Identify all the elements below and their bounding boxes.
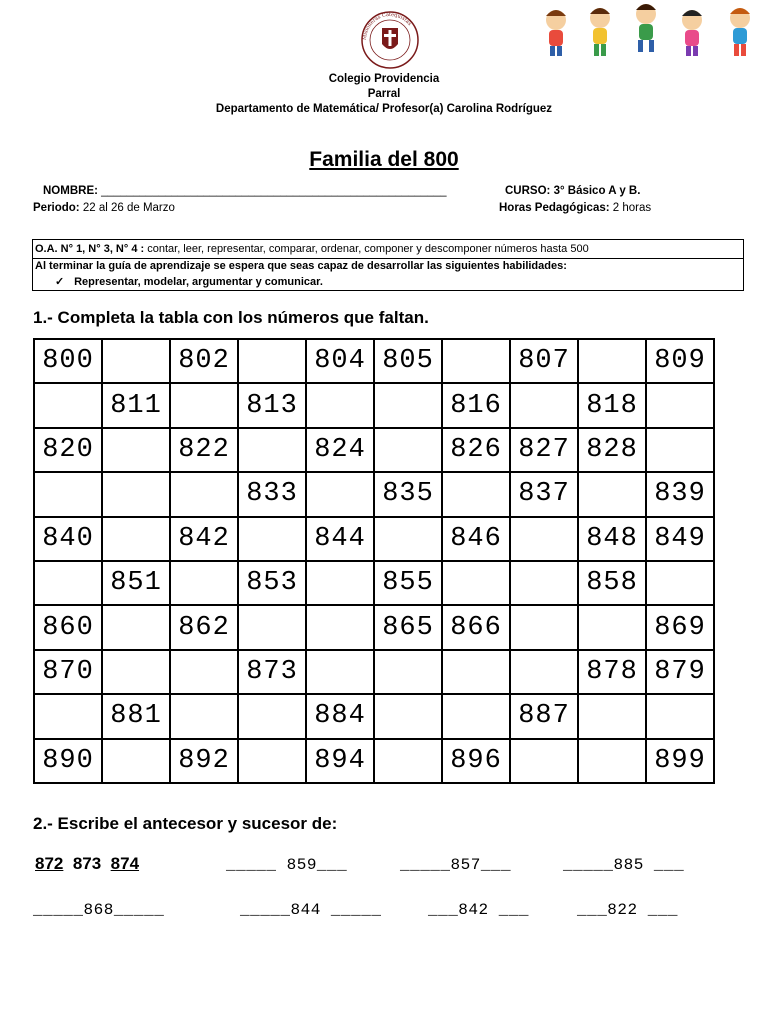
grid-cell-blank[interactable] — [170, 694, 238, 738]
grid-cell-number: 807 — [510, 339, 578, 383]
grid-cell-blank[interactable] — [442, 472, 510, 516]
grid-cell-number: 873 — [238, 650, 306, 694]
number-grid — [33, 338, 715, 784]
svg-text:Misioneras Catequistas: Misioneras Catequistas — [361, 11, 413, 41]
children-illustration — [540, 0, 768, 60]
grid-cell-number: 844 — [306, 517, 374, 561]
grid-cell-number: 862 — [170, 605, 238, 649]
section-1-heading: 1.- Completa la tabla con los números que faltan. — [33, 308, 429, 327]
grid-cell-blank[interactable] — [374, 650, 442, 694]
grid-cell-blank[interactable] — [238, 739, 306, 783]
grid-cell-blank[interactable] — [306, 383, 374, 427]
grid-cell-number: 826 — [442, 428, 510, 472]
grid-cell-blank[interactable] — [374, 428, 442, 472]
grid-cell-blank[interactable] — [306, 561, 374, 605]
grid-cell-blank[interactable] — [578, 739, 646, 783]
grid-cell-number: 800 — [34, 339, 102, 383]
grid-cell-number: 816 — [442, 383, 510, 427]
grid-cell-blank[interactable] — [306, 650, 374, 694]
grid-cell-blank[interactable] — [170, 383, 238, 427]
grid-cell-number: 881 — [102, 694, 170, 738]
grid-cell-number: 865 — [374, 605, 442, 649]
grid-cell-blank[interactable] — [374, 739, 442, 783]
grid-cell-blank[interactable] — [170, 561, 238, 605]
exercise-859[interactable]: _____ 859___ — [226, 856, 348, 874]
check-icon: ✓ — [55, 276, 65, 288]
school-city: Parral — [367, 88, 401, 100]
exercise-822[interactable]: ___822 ___ — [577, 901, 679, 919]
school-name: Colegio Providencia — [328, 73, 440, 85]
hours-label: Horas Pedagógicas: — [499, 202, 610, 214]
course-field — [505, 185, 640, 197]
grid-cell-blank[interactable] — [646, 428, 714, 472]
grid-cell-blank[interactable] — [238, 428, 306, 472]
grid-cell-number: 846 — [442, 517, 510, 561]
grid-cell-number: 866 — [442, 605, 510, 649]
objectives-line — [35, 243, 589, 255]
grid-cell-number: 818 — [578, 383, 646, 427]
grid-row — [34, 428, 714, 472]
grid-row — [34, 650, 714, 694]
grid-cell-blank[interactable] — [306, 472, 374, 516]
grid-cell-blank[interactable] — [102, 517, 170, 561]
grid-cell-blank[interactable] — [238, 517, 306, 561]
grid-cell-number: 899 — [646, 739, 714, 783]
grid-row — [34, 517, 714, 561]
grid-cell-blank[interactable] — [646, 383, 714, 427]
grid-cell-number: 894 — [306, 739, 374, 783]
grid-cell-blank[interactable] — [578, 472, 646, 516]
grid-cell-blank[interactable] — [510, 739, 578, 783]
grid-row — [34, 383, 714, 427]
grid-cell-blank[interactable] — [238, 339, 306, 383]
objectives-divider — [33, 258, 743, 259]
grid-cell-blank[interactable] — [646, 694, 714, 738]
grid-cell-blank[interactable] — [578, 339, 646, 383]
example-sequence — [35, 854, 139, 874]
title-text: Familia del 800 — [309, 148, 459, 171]
grid-cell-blank[interactable] — [102, 339, 170, 383]
grid-cell-blank[interactable] — [578, 605, 646, 649]
grid-cell-blank[interactable] — [170, 650, 238, 694]
grid-row — [34, 739, 714, 783]
grid-cell-blank[interactable] — [102, 428, 170, 472]
grid-cell-number: 896 — [442, 739, 510, 783]
school-header — [0, 72, 768, 117]
objectives-label: O.A. N° 1, N° 3, N° 4 : — [35, 243, 145, 255]
course-label: CURSO: — [505, 185, 551, 197]
worksheet-title — [0, 148, 768, 172]
grid-cell-blank[interactable] — [442, 561, 510, 605]
grid-row — [34, 472, 714, 516]
grid-cell-number: 860 — [34, 605, 102, 649]
grid-cell-blank[interactable] — [170, 472, 238, 516]
example-successor: 874 — [110, 854, 140, 873]
grid-cell-blank[interactable] — [102, 650, 170, 694]
grid-cell-number: 811 — [102, 383, 170, 427]
grid-cell-blank[interactable] — [442, 339, 510, 383]
grid-row — [34, 605, 714, 649]
grid-cell-blank[interactable] — [442, 694, 510, 738]
grid-cell-blank[interactable] — [238, 605, 306, 649]
grid-cell-number: 858 — [578, 561, 646, 605]
grid-cell-number: 848 — [578, 517, 646, 561]
grid-cell-blank[interactable] — [510, 561, 578, 605]
period-field — [33, 202, 175, 214]
exercise-842[interactable]: ___842 ___ — [428, 901, 530, 919]
grid-cell-number: 827 — [510, 428, 578, 472]
grid-cell-blank[interactable] — [578, 694, 646, 738]
grid-cell-number: 813 — [238, 383, 306, 427]
grid-cell-number: 824 — [306, 428, 374, 472]
grid-cell-number: 851 — [102, 561, 170, 605]
grid-cell-number: 849 — [646, 517, 714, 561]
grid-cell-blank[interactable] — [374, 383, 442, 427]
grid-cell-number: 809 — [646, 339, 714, 383]
grid-cell-number: 804 — [306, 339, 374, 383]
objectives-box — [32, 239, 744, 291]
objectives-text: contar, leer, representar, comparar, ordenar, componer y descomponer números hasta 500 — [147, 243, 589, 255]
skills-text: Representar, modelar, argumentar y comunicar. — [74, 276, 323, 288]
exercise-868[interactable]: _____868_____ — [33, 901, 165, 919]
period-value: 22 al 26 de Marzo — [82, 202, 175, 214]
grid-cell-number: 879 — [646, 650, 714, 694]
grid-cell-number: 870 — [34, 650, 102, 694]
example-predecessor: 872 — [35, 854, 64, 873]
grid-cell-blank[interactable] — [34, 472, 102, 516]
department-teacher: Departamento de Matemática/ Profesor(a) Carolina Rodríguez — [215, 103, 553, 115]
grid-cell-number: 892 — [170, 739, 238, 783]
hours-field — [499, 202, 651, 214]
grid-cell-blank[interactable] — [306, 605, 374, 649]
grid-cell-blank[interactable] — [102, 739, 170, 783]
grid-row — [34, 561, 714, 605]
grid-cell-blank[interactable] — [102, 605, 170, 649]
grid-cell-number: 887 — [510, 694, 578, 738]
grid-cell-blank[interactable] — [646, 561, 714, 605]
example-number: 873 — [72, 854, 102, 873]
course-value: 3° Básico A y B. — [553, 185, 641, 197]
grid-cell-number: 840 — [34, 517, 102, 561]
grid-cell-blank[interactable] — [442, 650, 510, 694]
skills-line — [55, 275, 323, 288]
name-field — [43, 185, 447, 197]
grid-cell-blank[interactable] — [510, 517, 578, 561]
goal-text: Al terminar la guía de aprendizaje se espera que seas capaz de desarrollar las siguientes habilidades: — [35, 260, 567, 272]
grid-row — [34, 339, 714, 383]
grid-cell-blank[interactable] — [34, 694, 102, 738]
grid-cell-blank[interactable] — [510, 383, 578, 427]
grid-cell-number: 855 — [374, 561, 442, 605]
grid-cell-number: 820 — [34, 428, 102, 472]
grid-cell-number: 802 — [170, 339, 238, 383]
period-label: Periodo: — [33, 202, 80, 214]
grid-cell-blank[interactable] — [34, 383, 102, 427]
grid-cell-number: 869 — [646, 605, 714, 649]
grid-cell-number: 890 — [34, 739, 102, 783]
exercise-857[interactable]: _____857___ — [400, 856, 512, 874]
grid-cell-blank[interactable] — [374, 517, 442, 561]
grid-cell-number: 828 — [578, 428, 646, 472]
grid-cell-blank[interactable] — [102, 472, 170, 516]
grid-cell-number: 839 — [646, 472, 714, 516]
grid-cell-number: 878 — [578, 650, 646, 694]
school-seal-logo — [360, 10, 420, 70]
grid-cell-number: 837 — [510, 472, 578, 516]
grid-cell-blank[interactable] — [238, 694, 306, 738]
grid-cell-blank[interactable] — [374, 694, 442, 738]
grid-cell-number: 842 — [170, 517, 238, 561]
grid-cell-number: 853 — [238, 561, 306, 605]
name-line[interactable]: ______________________________________________________ — [101, 185, 447, 197]
hours-value: 2 horas — [612, 202, 652, 214]
grid-row — [34, 694, 714, 738]
grid-cell-blank[interactable] — [510, 605, 578, 649]
grid-cell-blank[interactable] — [510, 650, 578, 694]
grid-cell-number: 835 — [374, 472, 442, 516]
grid-cell-number: 884 — [306, 694, 374, 738]
grid-cell-blank[interactable] — [34, 561, 102, 605]
exercise-885[interactable]: _____885 ___ — [563, 856, 685, 874]
section-2-heading: 2.- Escribe el antecesor y sucesor de: — [33, 814, 338, 833]
grid-cell-number: 833 — [238, 472, 306, 516]
name-label: NOMBRE: — [43, 185, 98, 197]
grid-cell-number: 805 — [374, 339, 442, 383]
grid-cell-number: 822 — [170, 428, 238, 472]
exercise-844[interactable]: _____844 _____ — [240, 901, 382, 919]
